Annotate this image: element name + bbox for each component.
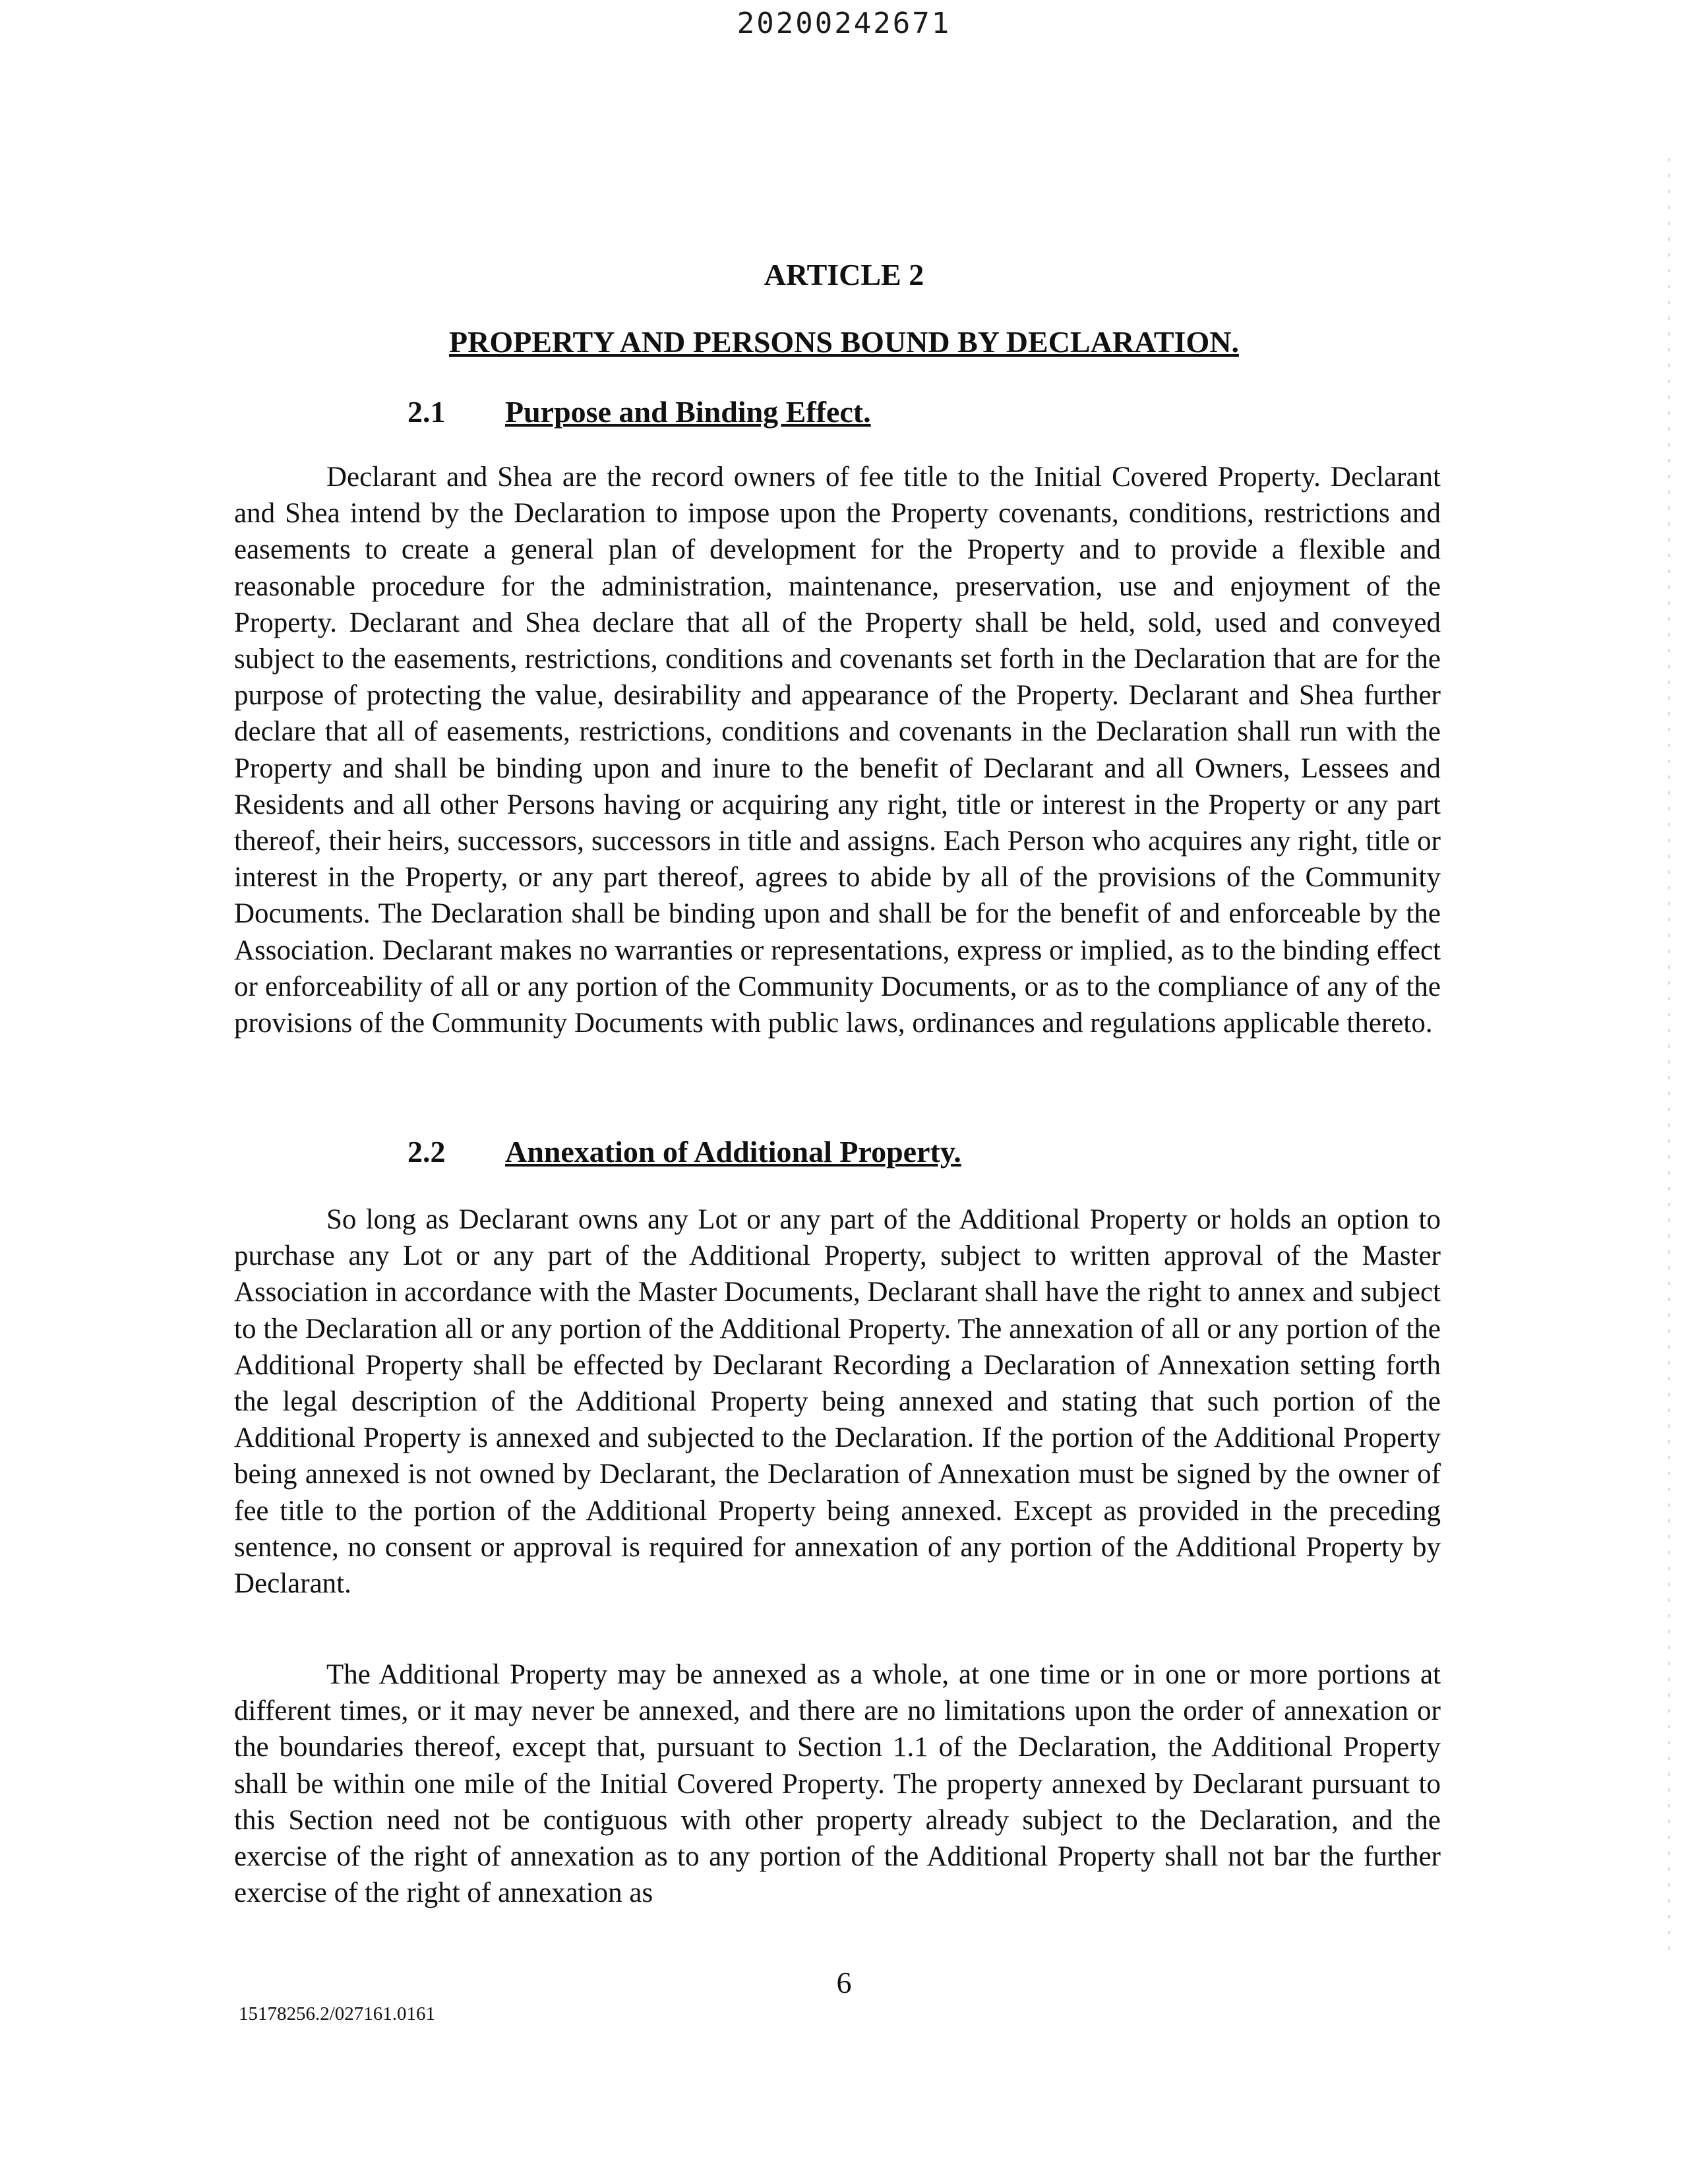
page-number: 6 (836, 1966, 852, 1999)
section-heading-2-2 (407, 1134, 961, 1169)
scan-edge-artifact (1668, 158, 1670, 1952)
section-number: 2.1 (407, 395, 446, 429)
section-title: Annexation of Additional Property. (505, 1135, 961, 1168)
paragraph-purpose-binding-effect: Declarant and Shea are the record owners of fee title to the Initial Covered Property. Declarant and Shea intend by the Declaration to impose upon the Property covenants, conditions, restrictions and easements to create a general plan of development for the Property and to provide a flexible and reasonable procedure for the administration, maintenance, preservation, use and enjoyment of the Property. Declarant and Shea declare that all of the Property shall be held, sold, used and conveyed subject to the easements, restrictions, conditions and covenants set forth in the Declaration that are for the purpose of protecting the value, desirability and appearance of the Property. Declarant and Shea further declare that all of easements, restrictions, conditions and covenants in the Declaration shall run with the Property and shall be binding upon and inure to the benefit of Declarant and all Owners, Lessees and Residents and all other Persons having or acquiring any right, title or interest in the Property or any part thereof, their heirs, successors, successors in title and assigns. Each Person who acquires any right, title or interest in the Property, or any part thereof, agrees to abide by all of the provisions of the Community Documents. The Declaration shall be binding upon and shall be for the benefit of and enforceable by the Association. Declarant makes no warranties or representations, express or implied, as to the binding effect or enforceability of all or any portion of the Community Documents, or as to the compliance of any of the provisions of the Community Documents with public laws, ordinances and regulations applicable thereto. (234, 462, 1441, 1039)
article-heading: ARTICLE 2 (764, 258, 924, 291)
article-title: PROPERTY AND PERSONS BOUND BY DECLARATION. (449, 325, 1239, 359)
recording-number: 20200242671 (737, 7, 951, 40)
paragraph-annexation-scope: The Additional Property may be annexed as a whole, at one time or in one or more portions at different times, or it may never be annexed, and there are no limitations upon the order of annexation or the boundaries thereof, except that, pursuant to Section 1.1 of the Declaration, the Additional Property shall be within one mile of the Initial Covered Property. The property annexed by Declarant pursuant to this Section need not be contiguous with other property already subject to the Declaration, and the exercise of the right of annexation as to any portion of the Additional Property shall not bar the further exercise of the right of annexation as (234, 1659, 1441, 1909)
paragraph-annexation-right: So long as Declarant owns any Lot or any part of the Additional Property or holds an option to purchase any Lot or any part of the Additional Property, subject to written approval of the Master Association in accordance with the Master Documents, Declarant shall have the right to annex and subject to the Declaration all or any portion of the Additional Property. The annexation of all or any portion of the Additional Property shall be effected by Declarant Recording a Declaration of Annexation setting forth the legal description of the Additional Property being annexed and stating that such portion of the Additional Property is annexed and subjected to the Declaration. If the portion of the Additional Property being annexed is not owned by Declarant, the Declaration of Annexation must be signed by the owner of fee title to the portion of the Additional Property being annexed. Except as provided in the preceding sentence, no consent or approval is required for annexation of any portion of the Additional Property by Declarant. (234, 1204, 1441, 1600)
section-number: 2.2 (407, 1135, 446, 1168)
section-title: Purpose and Binding Effect. (505, 395, 871, 429)
document-id: 15178256.2/027161.0161 (239, 2003, 436, 2024)
section-heading-2-1 (407, 394, 871, 429)
